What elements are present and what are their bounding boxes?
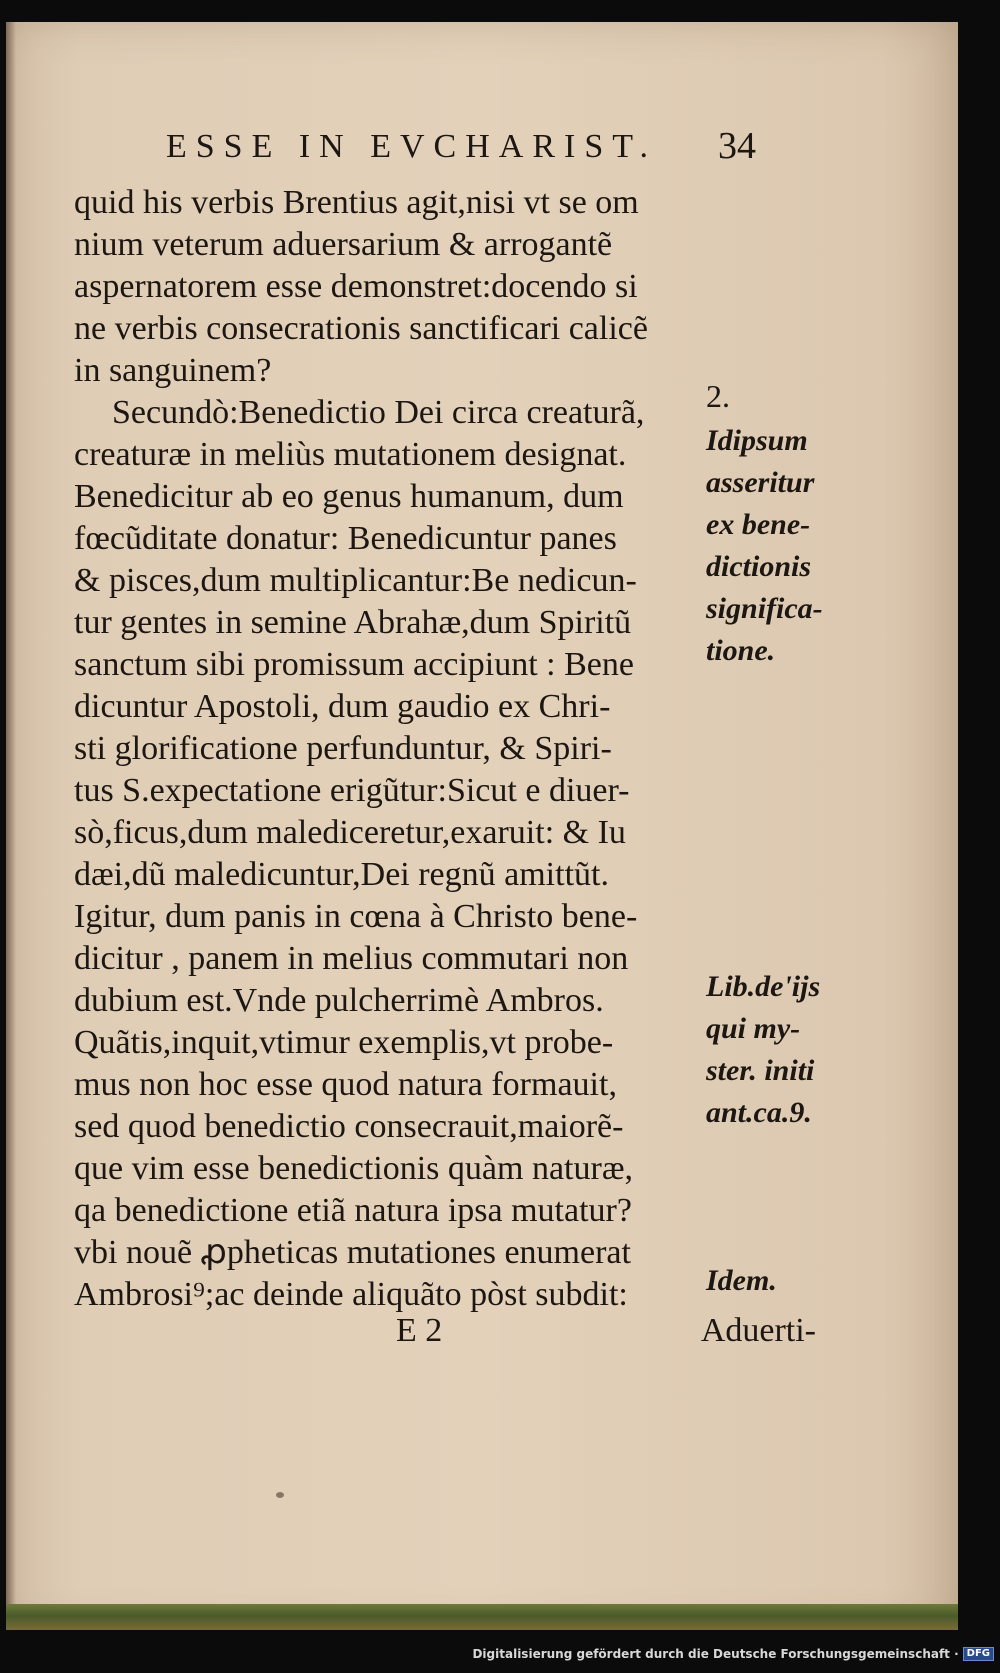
- text-line: dicitur , panem in melius commutari non: [74, 940, 629, 977]
- marginal-line: Idem.: [706, 1264, 777, 1297]
- catchword: Aduerti-: [700, 1312, 816, 1349]
- marginal-line: ster. initi: [706, 1054, 815, 1087]
- marginal-line: Lib.de'ijs: [706, 970, 821, 1003]
- book-page: [6, 22, 958, 1630]
- text-line: tur gentes in semine Abrahæ,dum Spiritũ: [74, 604, 632, 641]
- text-line: vbi nouẽ ꝓpheticas mutationes enumerat: [74, 1234, 631, 1271]
- marginal-line: ant.ca.9.: [706, 1096, 812, 1129]
- text-line: dubium est.Vnde pulcherrimè Ambros.: [74, 982, 604, 1019]
- text-line: tus S.expectatione erigũtur:Sicut e diuer-: [74, 772, 630, 809]
- main-text-block: [74, 182, 724, 1316]
- marginal-line: dictionis: [706, 550, 812, 583]
- text-line: sò,ficus,dum malediceretur,exaruit: & Iu: [74, 814, 626, 851]
- text-line: aspernatorem esse demonstret:docendo si: [74, 268, 638, 305]
- margin-number: 2.: [706, 378, 730, 414]
- running-head: ESSE IN EVCHARIST.: [166, 128, 657, 165]
- page-number: 34: [718, 125, 756, 167]
- text-line: que vim esse benedictionis quàm naturæ,: [74, 1150, 633, 1187]
- dfg-logo: DFG: [963, 1647, 994, 1661]
- text-line: ne verbis consecrationis sanctificari calicẽ: [74, 310, 648, 347]
- marginal-line: Idipsum: [706, 424, 808, 457]
- text-line: dæi,dũ maledicuntur,Dei regnũ amittũt.: [74, 856, 609, 893]
- ink-spot: [276, 1492, 284, 1498]
- marginal-line: ex bene-: [706, 508, 811, 541]
- text-line: qa benedictione etiã natura ipsa mutatur?: [74, 1192, 632, 1229]
- marginal-note-ambrose-citation: [706, 966, 856, 1134]
- page-footer: [396, 1312, 816, 1360]
- text-line: Ambrosi⁹;ac deinde aliquãto pòst subdit:: [74, 1276, 628, 1313]
- marginal-line: qui my-: [706, 1012, 801, 1045]
- text-line: Igitur, dum panis in cœna à Christo bene-: [74, 898, 638, 935]
- page-header: [166, 118, 756, 172]
- page-edge-shadow: [6, 22, 16, 1630]
- text-line: in sanguinem?: [74, 352, 272, 389]
- marginal-note-idipsum: [706, 420, 856, 672]
- text-line: Benedicitur ab eo genus humanum, dum: [74, 478, 624, 515]
- marginal-line: significa-: [706, 592, 823, 625]
- text-line: sanctum sibi promissum accipiunt : Bene: [74, 646, 634, 683]
- text-line: sed quod benedictio consecrauit,maiorẽ-: [74, 1108, 624, 1145]
- page-bottom-edge: [6, 1604, 958, 1630]
- text-line: Quãtis,inquit,vtimur exemplis,vt probe-: [74, 1024, 614, 1061]
- text-line: mus non hoc esse quod natura formauit,: [74, 1066, 617, 1103]
- marginal-line: tione.: [706, 634, 776, 667]
- text-line: fœcũditate donatur: Benedicuntur panes: [74, 520, 617, 557]
- text-line: creaturæ in meliùs mutationem designat.: [74, 436, 627, 473]
- text-line: & pisces,dum multiplicantur:Be nedicun-: [74, 562, 637, 599]
- funding-credit-text: Digitalisierung gefördert durch die Deutsche Forschungsgemeinschaft ·: [472, 1647, 959, 1661]
- text-line: sti glorificatione perfunduntur, & Spiri-: [74, 730, 612, 767]
- marginal-line: asseritur: [706, 466, 815, 499]
- signature-mark: E 2: [396, 1312, 443, 1349]
- funding-credit: [472, 1639, 994, 1669]
- text-line: Secundò:Benedictio Dei circa creaturã,: [112, 394, 645, 431]
- text-line: dicuntur Apostoli, dum gaudio ex Chri-: [74, 688, 611, 725]
- text-line: nium veterum aduersarium & arrogantẽ: [74, 226, 613, 263]
- text-line: quid his verbis Brentius agit,nisi vt se om: [74, 184, 639, 221]
- marginal-note-idem: [706, 1260, 856, 1302]
